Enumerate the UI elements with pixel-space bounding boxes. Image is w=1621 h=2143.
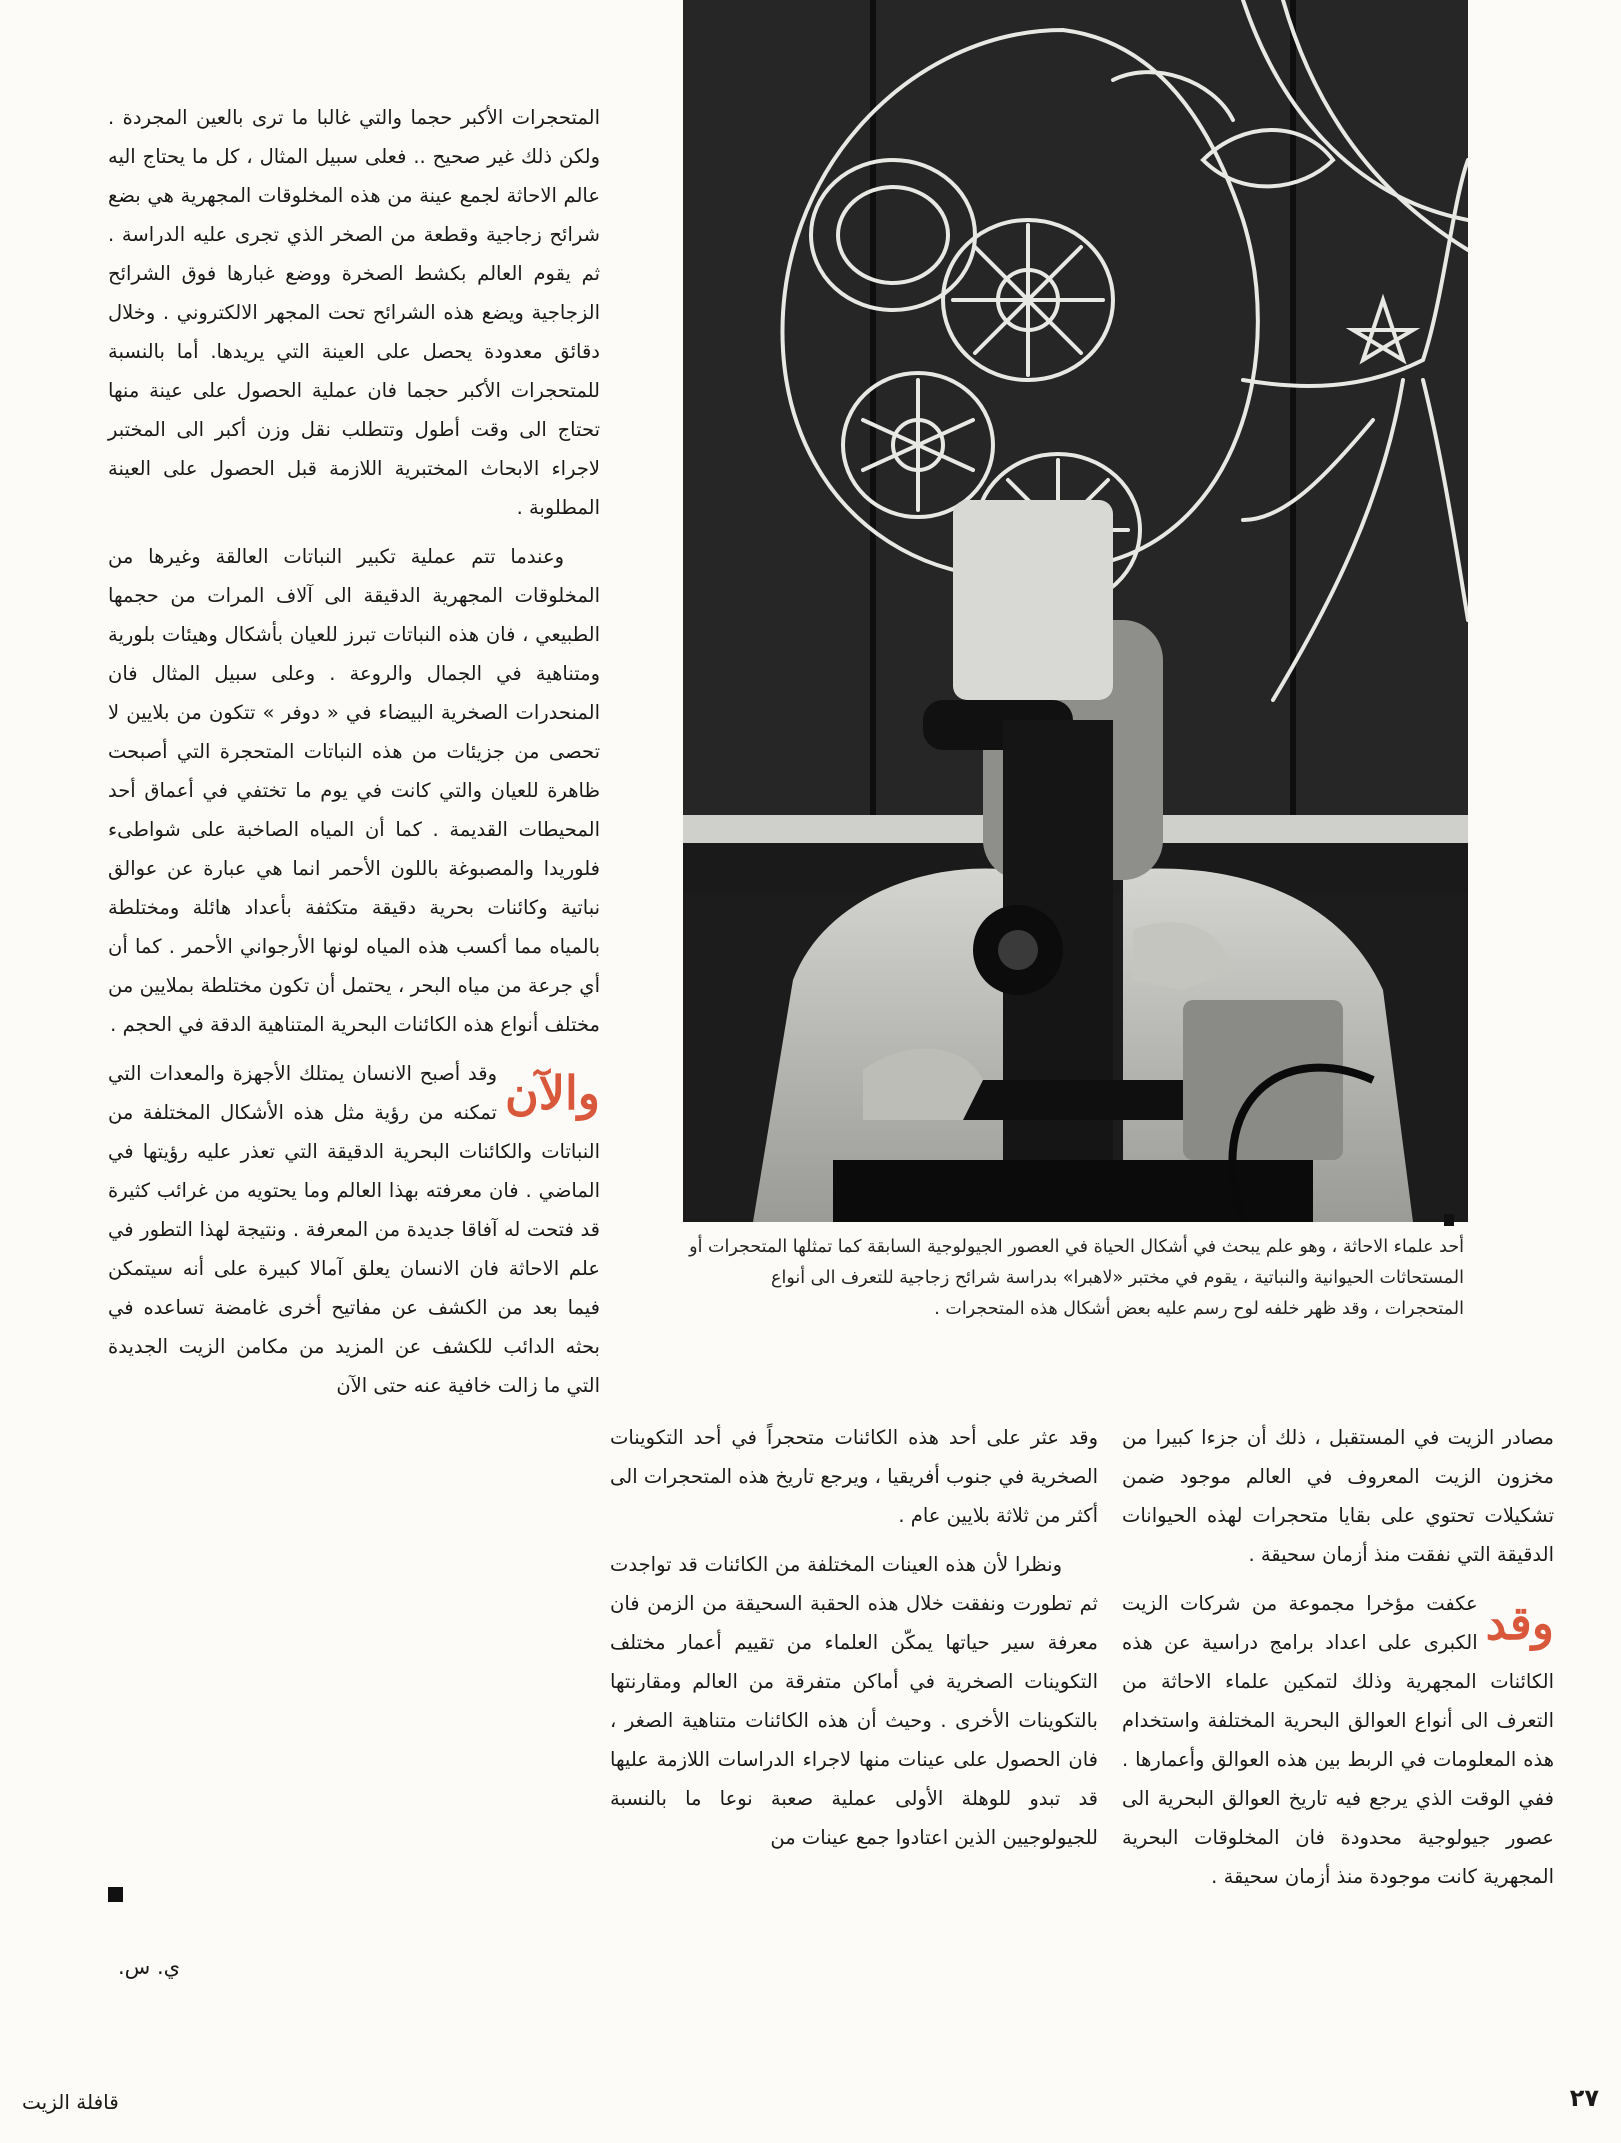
photo-illustration [683,0,1468,1222]
left-paragraph-2: وعندما تتم عملية تكبير النباتات العالقة وغيرها من المخلوقات المجهرية الدقيقة الى آلاف المرات من حجمها الطبيعي ، فان هذه النباتات تبرز للعيان بأشكال وهيئات بلورية ومتناهية في الجمال والروعة . وعلى سبيل المثال فان المنحدرات الصخرية البيضاء في « دوفر » تتكون من بلايين لا تحصى من جزيئات من هذه النباتات المتحجرة التي أصبحت ظاهرة للعيان والتي كانت في يوم ما تختفي في أعماق أحد المحيطات القديمة . كما أن المياه الصاخبة على شواطىء فلوريدا والمصبوغة باللون الأحمر انما هي عبارة عن عوالق نباتية وكائنات بحرية دقيقة متكثفة بأعداد هائلة ومختلطة بالمياه مما أكسب هذه المياه لونها الأرجواني الأحمر . كما أن أي جرعة من مياه البحر ، يحتمل أن تكون مختلطة بملايين من مختلف أنواع هذه الكائنات البحرية المتناهية الدقة في الحجم . [108,545,600,1036]
right-paragraph-1: مصادر الزيت في المستقبل ، ذلك أن جزءا كبيرا من مخزون الزيت المعروف في العالم موجود ضمن تشكيلات تحتوي على بقايا متحجرات لهذه الحيوانات الدقيقة التي نفقت منذ أزمان سحيقة . [1122,1426,1554,1566]
article-end-square [108,1887,123,1902]
middle-text-column [610,1418,1098,1857]
left-paragraph-3-text: وقد أصبح الانسان يمتلك الأجهزة والمعدات التي تمكنه من رؤية مثل هذه الأشكال المختلفة من النباتات والكائنات البحرية الدقيقة التي تعذر عليه رؤيتها في الماضي . فان معرفته بهذا العالم وما يحتويه من غرائب كثيرة قد فتحت له آفاقا جديدة من المعرفة . ونتيجة لهذا التطور في علم الاحاثة فان الانسان يعلق آمالا كبيرة على أنه سيتمكن فيما بعد من الكشف عن مفاتيح أخرى غامضة تساعده في بحثه الدائب للكشف عن المزيد من مكامن الزيت الجديدة التي ما زالت خافية عنه حتى الآن [108,1062,600,1397]
right-paragraph-2-text: عكفت مؤخرا مجموعة من شركات الزيت الكبرى على اعداد برامج دراسية عن هذه الكائنات المجهرية وذلك لتمكين علماء الاحاثة من التعرف الى أنواع العوالق البحرية المختلفة واستخدام هذه المعلومات في الربط بين هذه العوالق وأعمارها . ففي الوقت الذي يرجع فيه تاريخ العوالق البحرية الى عصور جيولوجية محدودة فان المخلوقات البحرية المجهرية كانت موجودة منذ أزمان سحيقة . [1122,1592,1554,1888]
middle-paragraph-1: وقد عثر على أحد هذه الكائنات متحجراً في أحد التكوينات الصخرية في جنوب أفريقيا ، ويرجع تاريخ هذه المتحجرات الى أكثر من ثلاثة بلايين عام . [610,1426,1098,1527]
photo-caption: أحد علماء الاحاثة ، وهو علم يبحث في أشكال الحياة في العصور الجيولوجية السابقة كما تمثلها المتحجرات أو المستحاثات الحيوانية والنباتية ، يقوم في مختبر «لاهبرا» بدراسة شرائح زجاجية للتعرف الى أنواع المتحجرات ، وقد ظهر خلفه لوح رسم عليه بعض أشكال هذه المتحجرات . [689,1237,1464,1319]
middle-paragraph-2: ونظرا لأن هذه العينات المختلفة من الكائنات قد تواجدت ثم تطورت ونفقت خلال هذه الحقبة السحيقة من الزمن فان معرفة سير حياتها يمكّن العلماء من تقييم أعمار مختلف التكوينات الصخرية في أماكن متفرقة من العالم ومقارنتها بالتكوينات الأخرى . وحيث أن هذه الكائنات متناهية الصغر ، فان الحصول على عينات منها لاجراء الدراسات اللازمة عليها قد تبدو للوهلة الأولى عملية صعبة نوعا ما بالنسبة للجيولوجيين الذين اعتادوا جمع عينات من [610,1553,1098,1849]
left-text-column [108,98,600,1405]
left-paragraph-1: المتحجرات الأكبر حجما والتي غالبا ما ترى بالعين المجردة . ولكن ذلك غير صحيح .. فعلى سبيل المثال ، كل ما يحتاج اليه عالم الاحاثة لجمع عينة من هذه المخلوقات المجهرية هي بضع شرائح زجاجية وقطعة من الصخر الذي تجرى عليه الدراسة . ثم يقوم العالم بكشط الصخرة ووضع غبارها فوق الشرائح الزجاجية ويضع هذه الشرائح تحت المجهر الالكتروني . وخلال دقائق معدودة يحصل على العينة التي يريدها. أما بالنسبة للمتحجرات الأكبر حجما فان عملية الحصول على عينة منها تحتاج الى وقت أطول وتتطلب نقل وزن أكبر الى المختبر لاجراء الابحاث المختبرية اللازمة قبل الحصول على العينة المطلوبة . [108,106,600,519]
page-number: ٢٧ [1569,2084,1599,2112]
magazine-name: قافلة الزيت [22,2090,119,2114]
scientist-photo [683,0,1468,1222]
author-initials: ي. س. [118,1955,181,1979]
left-paragraph-3 [108,1054,600,1405]
right-paragraph-2 [1122,1584,1554,1896]
right-text-column [1122,1418,1554,1896]
left-drop-word: والآن [504,1066,600,1120]
photo-corner-mark [1444,1214,1454,1226]
right-drop-word: وقد [1485,1596,1554,1650]
